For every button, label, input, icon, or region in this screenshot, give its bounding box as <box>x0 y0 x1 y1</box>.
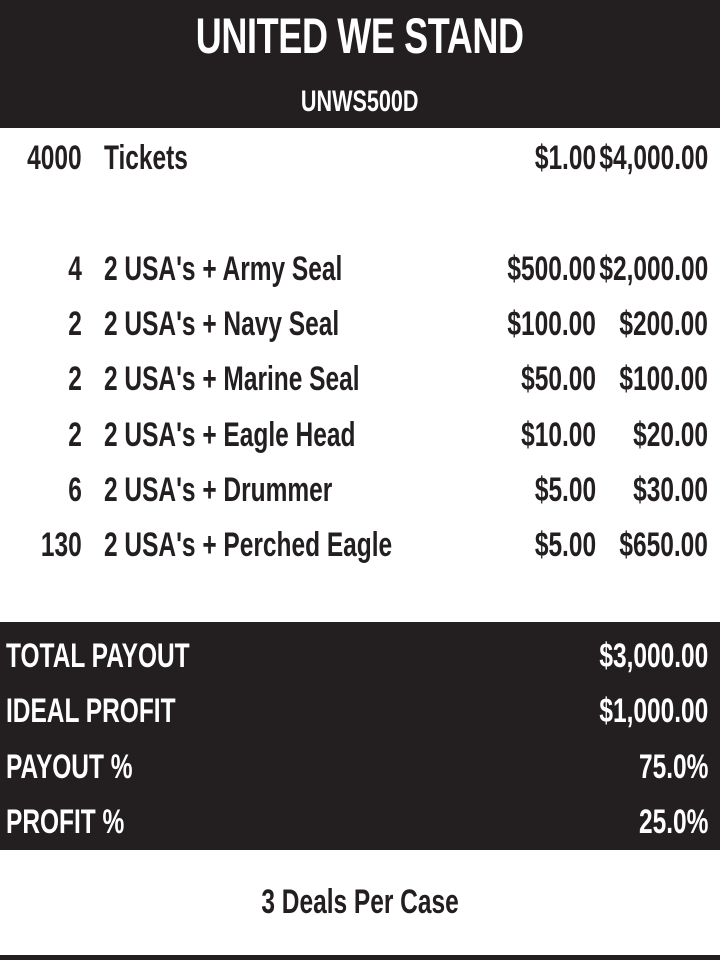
prize-desc: 2 USA's + Eagle Head <box>104 416 356 454</box>
game-title: UNITED WE STAND <box>196 8 524 64</box>
prize-qty: 130 <box>41 526 82 564</box>
summary-profit-percent <box>0 800 720 844</box>
prize-row <box>0 413 720 457</box>
summary-value: $1,000.00 <box>599 692 708 730</box>
summary-value: $3,000.00 <box>599 637 708 675</box>
tickets-price: $1.00 <box>534 139 596 177</box>
prize-qty: 4 <box>68 250 82 288</box>
summary-label: TOTAL PAYOUT <box>6 637 190 675</box>
prize-amount: $200.00 <box>619 305 708 343</box>
tickets-qty: 4000 <box>27 139 82 177</box>
prize-price: $100.00 <box>507 305 596 343</box>
prize-desc: 2 USA's + Perched Eagle <box>104 526 393 564</box>
summary-label: IDEAL PROFIT <box>6 692 176 730</box>
prize-desc: 2 USA's + Navy Seal <box>104 305 340 343</box>
deals-per-case: 3 Deals Per Case <box>261 883 459 921</box>
prize-amount: $650.00 <box>619 526 708 564</box>
bottom-border <box>0 955 720 960</box>
prize-qty: 6 <box>68 471 82 509</box>
summary-payout-percent <box>0 745 720 789</box>
summary-label: PROFIT % <box>6 803 125 841</box>
prize-desc: 2 USA's + Drummer <box>104 471 333 509</box>
tickets-total: $4,000.00 <box>599 139 708 177</box>
prize-desc: 2 USA's + Marine Seal <box>104 360 360 398</box>
prize-row <box>0 247 720 291</box>
prize-amount: $100.00 <box>619 360 708 398</box>
game-code: UNWS500D <box>301 85 419 118</box>
prize-price: $5.00 <box>534 526 596 564</box>
summary-label: PAYOUT % <box>6 748 133 786</box>
prize-row <box>0 523 720 567</box>
prize-amount: $2,000.00 <box>599 250 708 288</box>
summary-value: 25.0% <box>638 803 708 841</box>
summary-value: 75.0% <box>638 748 708 786</box>
summary-panel <box>0 622 720 850</box>
prize-desc: 2 USA's + Army Seal <box>104 250 343 288</box>
summary-ideal-profit <box>0 689 720 733</box>
prize-price: $5.00 <box>534 471 596 509</box>
tickets-row <box>0 136 720 180</box>
prize-row <box>0 468 720 512</box>
prize-row <box>0 302 720 346</box>
footer <box>0 850 720 956</box>
prize-amount: $30.00 <box>633 471 708 509</box>
prize-qty: 2 <box>68 305 82 343</box>
prize-qty: 2 <box>68 360 82 398</box>
prize-row <box>0 357 720 401</box>
tickets-label: Tickets <box>104 139 188 177</box>
summary-total-payout <box>0 634 720 678</box>
prize-price: $500.00 <box>507 250 596 288</box>
prize-amount: $20.00 <box>633 416 708 454</box>
prize-price: $50.00 <box>521 360 596 398</box>
prize-price: $10.00 <box>521 416 596 454</box>
header-banner <box>0 0 720 128</box>
prize-qty: 2 <box>68 416 82 454</box>
